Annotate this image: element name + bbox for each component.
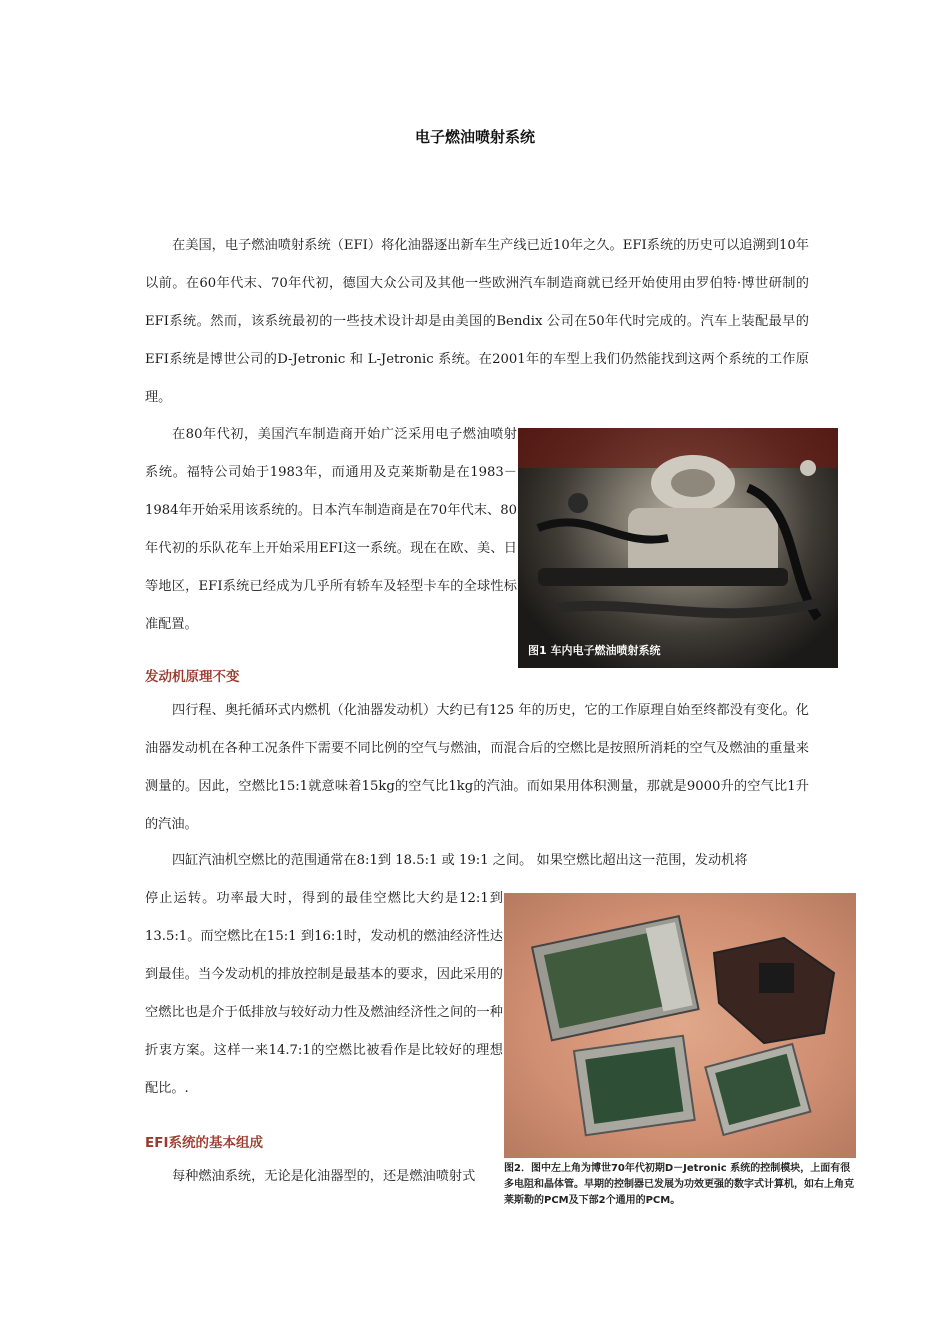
paragraph-air-fuel-ratio-optimal: 停止运转。功率最大时，得到的最佳空燃比大约是12:1到13.5:1。而空燃比在15:1 到16:1时，发动机的燃油经济性达到最佳。当今发动机的排放控制是最基本的要求，因此采用的空燃比也是介于低排放与较好动力性及燃油经济性之间的一种折衷方案。这样一来14.7:1的空燃比被看作是比较好的理想配比。. xyxy=(145,891,503,1096)
paragraph-fuel-systems: 每种燃油系统，无论是化油器型的，还是燃油喷射式 xyxy=(172,1169,476,1184)
section-heading-efi-components: EFI系统的基本组成 xyxy=(145,1135,263,1151)
paragraph-air-fuel-ratio-range: 四缸汽油机空燃比的范围通常在8:1到 18.5:1 或 19:1 之间。 如果空燃比超出这一范围，发动机将 xyxy=(172,853,748,868)
engine-illustration xyxy=(518,428,838,668)
page-title: 电子燃油喷射系统 xyxy=(414,128,535,146)
section-heading-engine-principle: 发动机原理不变 xyxy=(145,669,240,685)
paragraph-intro: 在美国，电子燃油喷射系统（EFI）将化油器逐出新车生产线已近10年之久。EFI系统的历史可以追溯到10年以前。在60年代末、70年代初，德国大众公司及其他一些欧洲汽车制造商就已经开始使用由罗伯特·博世研制的EFI系统。然而，该系统最初的一些技术设计却是由美国的Bendix 公司在50年代时完成的。汽车上装配最早的EFI系统是博世公司的D-Jetronic 和 L-Jetronic 系统。在2001年的车型上我们仍然能找到这两个系统的工作原理。 xyxy=(145,238,809,405)
figure-1-caption: 图1 车内电子燃油喷射系统 xyxy=(528,644,661,657)
paragraph-engine-principle: 四行程、奥托循环式内燃机（化油器发动机）大约已有125 年的历史，它的工作原理自始至终都没有变化。化油器发动机在各种工况条件下需要不同比例的空气与燃油，而混合后的空燃比是按照所消耗的空气及燃油的重量来测量的。因此，空燃比15:1就意味着15kg的空气比1kg的汽油。而如果用体积测量，那就是9000升的空气比1升的汽油。 xyxy=(145,703,809,832)
paragraph-us-adoption: 在80年代初，美国汽车制造商开始广泛采用电子燃油喷射系统。福特公司始于1983年，而通用及克莱斯勒是在1983－1984年开始采用该系统的。日本汽车制造商是在70年代末、80年代初的乐队花车上开始采用EFI这一系统。现在在欧、美、日等地区，EFI系统已经成为几乎所有轿车及轻型卡车的全球性标准配置。 xyxy=(145,427,517,632)
engine-efi-photo xyxy=(518,428,838,668)
ecu-modules-photo xyxy=(504,893,856,1158)
ecu-illustration xyxy=(504,893,856,1158)
figure-2-caption: 图2．图中左上角为博世70年代初期D－Jetronic 系统的控制模块，上面有很多电阻和晶体管。早期的控制器已发展为功效更强的数字式计算机，如右上角克莱斯勒的PCM及下部2个通用的PCM。 xyxy=(504,1163,854,1206)
